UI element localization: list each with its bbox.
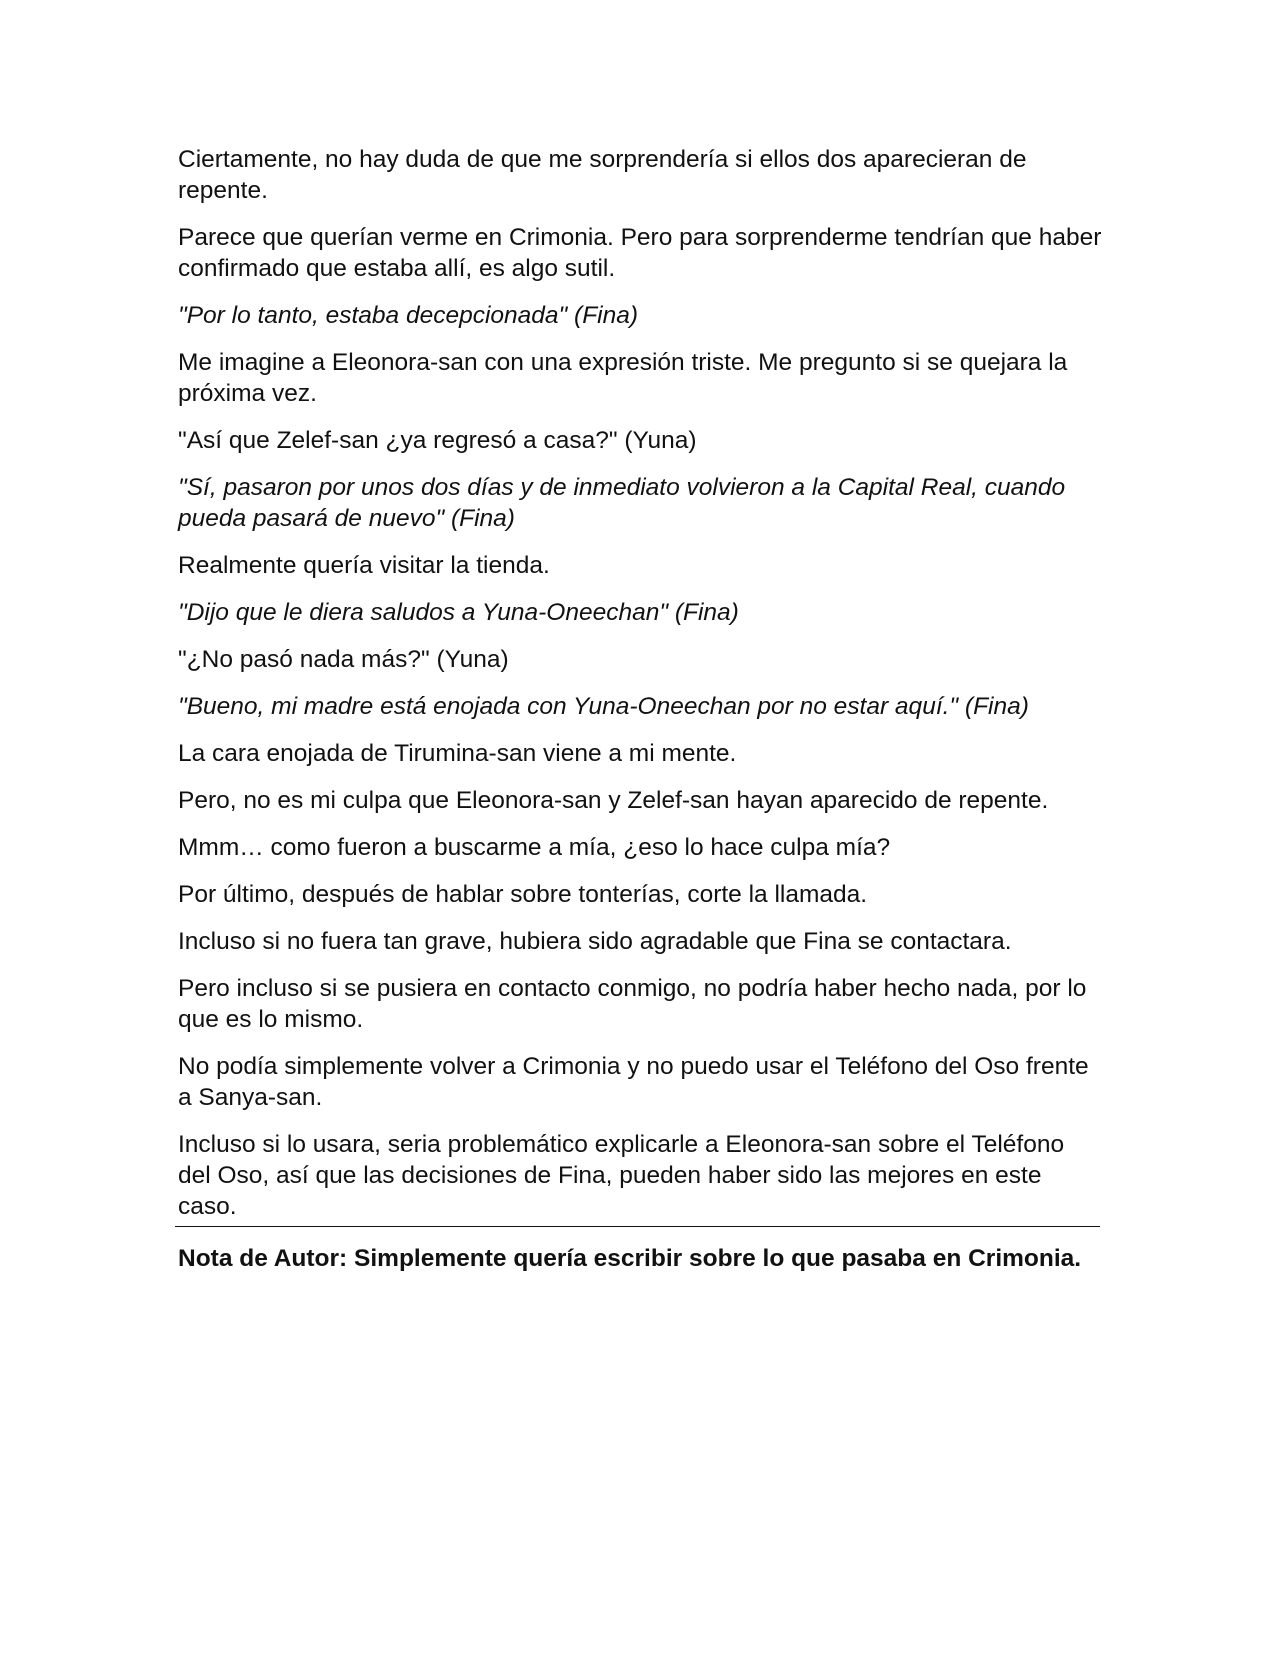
- paragraph: Mmm… como fueron a buscarme a mía, ¿eso lo hace culpa mía?: [178, 834, 891, 861]
- document-page: [178, 144, 1103, 1274]
- paragraph: Me imagine a Eleonora-san con una expresión triste. Me pregunto si se quejara la próxima vez.: [178, 349, 1068, 407]
- dialogue-line: "Sí, pasaron por unos dos días y de inmediato volvieron a la Capital Real, cuando pueda pasará de nuevo" (Fina): [178, 474, 1066, 532]
- paragraph: Pero incluso si se pusiera en contacto conmigo, no podría haber hecho nada, por lo que es lo mismo.: [178, 975, 1087, 1033]
- dialogue-line: "Por lo tanto, estaba decepcionada" (Fina): [178, 302, 639, 329]
- paragraph: La cara enojada de Tirumina-san viene a mi mente.: [178, 740, 737, 767]
- paragraph: Parece que querían verme en Crimonia. Pero para sorprenderme tendrían que haber confirmado que estaba allí, es algo sutil.: [178, 224, 1102, 282]
- paragraph: Por último, después de hablar sobre tonterías, corte la llamada.: [178, 881, 868, 908]
- paragraph: Ciertamente, no hay duda de que me sorprendería si ellos dos aparecieran de repente.: [178, 146, 1027, 204]
- dialogue-line: "Así que Zelef-san ¿ya regresó a casa?" (Yuna): [178, 427, 697, 454]
- dialogue-line: "¿No pasó nada más?" (Yuna): [178, 646, 509, 673]
- dialogue-line: "Dijo que le diera saludos a Yuna-Oneechan" (Fina): [178, 599, 739, 626]
- author-note: Nota de Autor: Simplemente quería escribir sobre lo que pasaba en Crimonia.: [178, 1245, 1082, 1272]
- dialogue-line: "Bueno, mi madre está enojada con Yuna-Oneechan por no estar aquí." (Fina): [178, 693, 1029, 720]
- paragraph: Incluso si no fuera tan grave, hubiera sido agradable que Fina se contactara.: [178, 928, 1012, 955]
- paragraph: Incluso si lo usara, seria problemático explicarle a Eleonora-san sobre el Teléfono del Oso, así que las decisiones de Fina, pueden haber sido las mejores en este caso.: [178, 1131, 1065, 1220]
- paragraph: No podía simplemente volver a Crimonia y no puedo usar el Teléfono del Oso frente a Sanya-san.: [178, 1053, 1089, 1111]
- paragraph: Pero, no es mi culpa que Eleonora-san y Zelef-san hayan aparecido de repente.: [178, 787, 1049, 814]
- horizontal-divider: [175, 1226, 1100, 1227]
- paragraph: Realmente quería visitar la tienda.: [178, 552, 550, 579]
